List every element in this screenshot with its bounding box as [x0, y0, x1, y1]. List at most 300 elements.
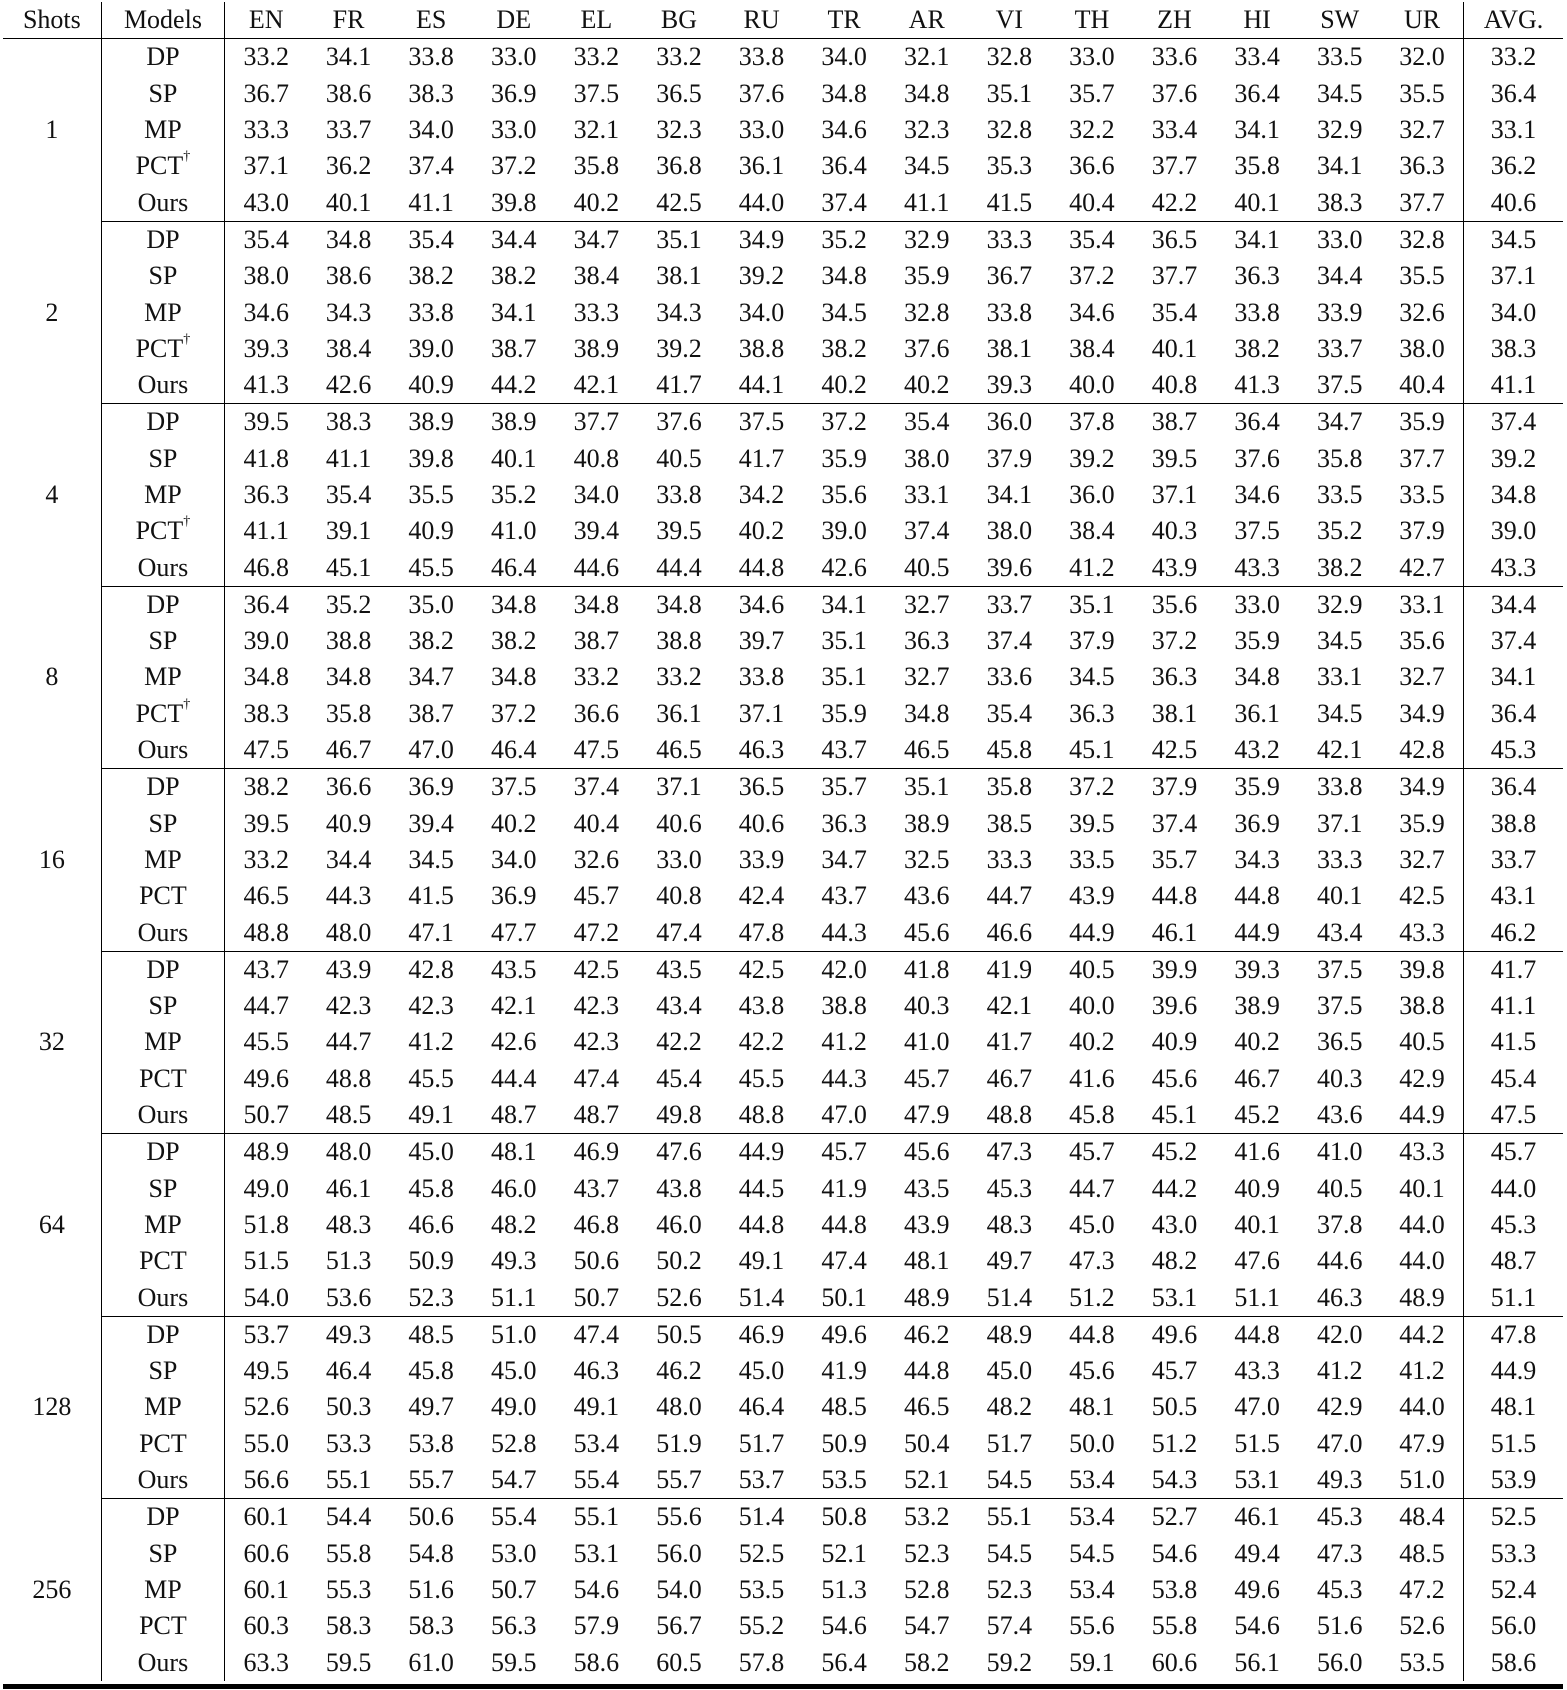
- model-name: MP: [144, 1392, 182, 1422]
- value-cell-vi: 36.7: [986, 261, 1033, 291]
- value-cell-de: 39.8: [472, 184, 555, 221]
- model-name: Ours: [137, 735, 189, 765]
- value-cell-vi: 38.1: [986, 333, 1033, 363]
- value-cell-tr: 44.3: [821, 1063, 867, 1093]
- value-cell-th: 43.9: [1069, 881, 1115, 911]
- dagger-mark: †: [183, 331, 191, 347]
- value-cell-ar: 43.5: [903, 1173, 950, 1203]
- value-cell-hi: 36.9: [1234, 808, 1280, 838]
- value-cell-vi: 33.8: [986, 297, 1033, 327]
- model-name: Ours: [137, 1100, 189, 1130]
- value-cell-es: 41.5: [408, 881, 454, 911]
- value-cell-el: 39.4: [573, 516, 620, 546]
- model-name: Ours: [137, 370, 189, 400]
- value-cell-ar: 46.5: [885, 732, 968, 769]
- table-row: [3, 769, 1563, 806]
- value-cell-tr: 34.8: [821, 261, 867, 291]
- header-shots: Shots: [3, 2, 101, 39]
- model-cell: [101, 1279, 225, 1316]
- value-cell-hi: 38.2: [1234, 333, 1280, 363]
- value-cell-sw: 37.5: [1316, 991, 1363, 1021]
- value-cell-el: 46.8: [573, 1209, 620, 1239]
- avg-cell: 37.4: [1464, 404, 1563, 441]
- results-table-container: [3, 2, 1563, 1689]
- value-cell-es: 34.5: [408, 844, 454, 874]
- value-cell-ru: 40.2: [738, 516, 785, 546]
- value-cell-ur: 43.3: [1381, 914, 1464, 951]
- value-cell-ar: 32.1: [903, 42, 950, 72]
- value-cell-hi: 35.9: [1234, 626, 1280, 656]
- value-cell-hi: 46.7: [1234, 1063, 1280, 1093]
- value-cell-en: 41.8: [243, 443, 289, 473]
- value-cell-bg: 39.2: [656, 333, 702, 363]
- value-cell-th: 44.8: [1069, 1319, 1115, 1349]
- value-cell-ur: 35.5: [1399, 261, 1445, 291]
- model-cell: [101, 1535, 225, 1571]
- value-cell-tr: 54.6: [821, 1611, 867, 1641]
- value-cell-el: 38.9: [573, 333, 620, 363]
- value-cell-ru: 45.0: [738, 1356, 785, 1386]
- value-cell-zh: 40.9: [1151, 1027, 1198, 1057]
- model-cell: [101, 696, 225, 732]
- table-row: [3, 1572, 1563, 1608]
- value-cell-th: 40.0: [1051, 367, 1134, 404]
- value-cell-th: 35.7: [1069, 78, 1115, 108]
- value-cell-bg: 46.2: [656, 1356, 702, 1386]
- value-cell-ar: 41.1: [885, 184, 968, 221]
- model-cell: [101, 1097, 225, 1134]
- value-cell-vi: 54.5: [968, 1462, 1051, 1499]
- model-cell: [101, 806, 225, 842]
- value-cell-vi: 39.3: [968, 367, 1051, 404]
- table-row: [3, 39, 1563, 76]
- value-cell-zh: 37.6: [1151, 78, 1198, 108]
- value-cell-hi: 49.4: [1234, 1538, 1280, 1568]
- value-cell-ru: 44.1: [720, 367, 803, 404]
- value-cell-hi: 35.8: [1234, 151, 1280, 181]
- model-name: MP: [144, 480, 182, 509]
- value-cell-vi: 41.5: [968, 184, 1051, 221]
- value-cell-ar: 38.0: [903, 443, 950, 473]
- value-cell-fr: 59.5: [325, 1647, 372, 1677]
- avg-cell: 48.7: [1464, 1243, 1563, 1279]
- value-cell-th: 34.5: [1069, 662, 1115, 692]
- model-name: DP: [146, 1502, 180, 1532]
- value-cell-th: 45.8: [1051, 1097, 1134, 1134]
- value-cell-ru: 39.7: [738, 626, 785, 656]
- value-cell-hi: 43.3: [1234, 1356, 1280, 1386]
- value-cell-ru: 42.5: [738, 954, 785, 984]
- value-cell-ar: 45.6: [885, 914, 968, 951]
- value-cell-hi: 56.1: [1234, 1647, 1280, 1677]
- value-cell-ru: 49.1: [738, 1246, 785, 1276]
- value-cell-sw: 43.6: [1298, 1097, 1381, 1134]
- value-cell-ur: 35.9: [1399, 808, 1445, 838]
- value-cell-de: 38.9: [491, 407, 537, 437]
- value-cell-zh: 52.7: [1151, 1502, 1198, 1532]
- value-cell-ur: 44.0: [1399, 1209, 1445, 1239]
- value-cell-sw: 41.2: [1316, 1356, 1363, 1386]
- value-cell-ur: 41.2: [1399, 1356, 1445, 1386]
- value-cell-zh: 40.3: [1151, 516, 1198, 546]
- value-cell-vi: 37.4: [986, 626, 1033, 656]
- value-cell-tr: 50.9: [821, 1428, 867, 1458]
- value-cell-th: 41.2: [1051, 549, 1134, 586]
- value-cell-zh: 36.3: [1151, 662, 1198, 692]
- value-cell-sw: 44.6: [1316, 1246, 1363, 1276]
- value-cell-ar: 53.2: [903, 1502, 950, 1532]
- value-cell-zh: 40.8: [1133, 367, 1216, 404]
- value-cell-ru: 34.0: [738, 297, 785, 327]
- value-cell-hi: 35.9: [1234, 772, 1280, 802]
- value-cell-fr: 48.3: [325, 1209, 372, 1239]
- value-cell-ar: 46.5: [903, 1392, 950, 1422]
- value-cell-ur: 37.7: [1399, 443, 1445, 473]
- value-cell-ur: 34.9: [1399, 698, 1445, 728]
- value-cell-ur: 48.4: [1399, 1502, 1445, 1532]
- model-cell: [101, 1134, 225, 1171]
- value-cell-sw: 34.4: [1316, 261, 1363, 291]
- value-cell-de: 44.4: [491, 1063, 537, 1093]
- model-cell: [101, 1353, 225, 1389]
- model-name: MP: [144, 1027, 182, 1057]
- table-row: [3, 294, 1563, 330]
- value-cell-sw: 40.5: [1316, 1173, 1363, 1203]
- value-cell-ur: 35.6: [1399, 626, 1445, 656]
- value-cell-de: 38.7: [491, 333, 537, 363]
- value-cell-el: 58.6: [573, 1647, 620, 1677]
- value-cell-el: 33.3: [573, 297, 620, 327]
- dagger-mark: †: [183, 696, 191, 712]
- value-cell-fr: 42.6: [307, 367, 390, 404]
- value-cell-bg: 50.5: [656, 1319, 702, 1349]
- value-cell-zh: 39.6: [1151, 991, 1198, 1021]
- value-cell-es: 58.3: [408, 1611, 454, 1641]
- value-cell-ar: 43.9: [903, 1209, 950, 1239]
- value-cell-es: 47.0: [390, 732, 473, 769]
- value-cell-vi: 51.4: [968, 1279, 1051, 1316]
- value-cell-el: 34.0: [573, 480, 620, 509]
- value-cell-es: 36.9: [408, 772, 454, 802]
- table-row: [3, 112, 1563, 148]
- value-cell-ru: 48.8: [720, 1097, 803, 1134]
- value-cell-fr: 36.2: [325, 151, 372, 181]
- value-cell-hi: 44.9: [1216, 914, 1299, 951]
- value-cell-th: 40.0: [1069, 991, 1115, 1021]
- value-cell-es: 55.7: [390, 1462, 473, 1499]
- model-name: SP: [148, 78, 178, 108]
- avg-cell: 40.6: [1464, 184, 1563, 221]
- value-cell-es: 49.1: [390, 1097, 473, 1134]
- value-cell-hi: 33.0: [1234, 589, 1280, 619]
- value-cell-ur: 44.9: [1381, 1097, 1464, 1134]
- value-cell-hi: 54.6: [1234, 1611, 1280, 1641]
- avg-cell: 36.4: [1464, 696, 1563, 732]
- value-cell-ar: 52.1: [885, 1462, 968, 1499]
- value-cell-th: 45.6: [1069, 1356, 1115, 1386]
- value-cell-zh: 54.6: [1151, 1538, 1198, 1568]
- value-cell-vi: 35.4: [986, 698, 1033, 728]
- value-cell-vi: 52.3: [986, 1574, 1033, 1604]
- value-cell-ur: 32.7: [1399, 662, 1445, 692]
- value-cell-en: 49.0: [243, 1173, 289, 1203]
- value-cell-fr: 45.1: [307, 549, 390, 586]
- model-name: DP: [146, 42, 180, 72]
- value-cell-ru: 39.2: [738, 261, 785, 291]
- table-row: [3, 258, 1563, 294]
- value-cell-bg: 40.6: [656, 808, 702, 838]
- table-row: [3, 1097, 1563, 1134]
- value-cell-ru: 43.8: [738, 991, 785, 1021]
- value-cell-ru: 44.5: [738, 1173, 785, 1203]
- value-cell-ru: 36.5: [738, 772, 785, 802]
- value-cell-th: 35.4: [1069, 224, 1115, 254]
- value-cell-es: 35.5: [408, 480, 454, 509]
- model-cell: [101, 76, 225, 112]
- value-cell-ru: 33.0: [738, 115, 785, 145]
- value-cell-ru: 40.6: [738, 808, 785, 838]
- value-cell-bg: 33.0: [656, 844, 702, 874]
- value-cell-bg: 38.1: [656, 261, 702, 291]
- model-cell: [101, 878, 225, 914]
- value-cell-ar: 44.8: [903, 1356, 950, 1386]
- value-cell-el: 44.6: [555, 549, 638, 586]
- value-cell-hi: 34.3: [1234, 844, 1280, 874]
- value-cell-fr: 41.1: [325, 443, 372, 473]
- value-cell-bg: 32.3: [656, 115, 702, 145]
- value-cell-de: 38.2: [491, 261, 537, 291]
- avg-cell: 45.4: [1464, 1061, 1563, 1097]
- value-cell-th: 36.0: [1069, 480, 1115, 509]
- value-cell-el: 34.8: [573, 589, 620, 619]
- value-cell-bg: 33.2: [656, 662, 702, 692]
- value-cell-zh: 43.9: [1133, 549, 1216, 586]
- value-cell-th: 45.1: [1051, 732, 1134, 769]
- value-cell-en: 53.7: [243, 1319, 289, 1349]
- value-cell-th: 48.1: [1069, 1392, 1115, 1422]
- value-cell-ar: 45.7: [903, 1063, 950, 1093]
- value-cell-th: 53.4: [1051, 1462, 1134, 1499]
- value-cell-es: 35.0: [408, 589, 454, 619]
- value-cell-en: 36.3: [243, 480, 289, 509]
- value-cell-ur: 42.8: [1381, 732, 1464, 769]
- value-cell-tr: 35.6: [821, 480, 867, 509]
- model-cell: [101, 441, 225, 477]
- value-cell-ur: 35.9: [1399, 407, 1445, 437]
- table-row: [3, 951, 1563, 988]
- value-cell-fr: 38.4: [325, 333, 372, 363]
- value-cell-bg: 45.4: [656, 1063, 702, 1093]
- value-cell-el: 47.5: [555, 732, 638, 769]
- header-lang-el: EL: [555, 2, 638, 39]
- value-cell-el: 47.2: [555, 914, 638, 951]
- value-cell-vi: 42.1: [986, 991, 1033, 1021]
- model-name: MP: [144, 1209, 182, 1239]
- value-cell-en: 36.4: [243, 589, 289, 619]
- model-cell: [101, 1462, 225, 1499]
- table-row: [3, 404, 1563, 441]
- value-cell-ar: 40.2: [885, 367, 968, 404]
- value-cell-de: 53.0: [491, 1538, 537, 1568]
- value-cell-ur: 40.5: [1399, 1027, 1445, 1057]
- value-cell-fr: 46.7: [307, 732, 390, 769]
- value-cell-tr: 43.7: [821, 881, 867, 911]
- value-cell-tr: 42.6: [803, 549, 886, 586]
- value-cell-ru: 38.8: [738, 333, 785, 363]
- value-cell-es: 35.4: [408, 224, 454, 254]
- value-cell-ru: 42.4: [738, 881, 785, 911]
- value-cell-hi: 46.1: [1234, 1502, 1280, 1532]
- model-cell: [101, 184, 225, 221]
- value-cell-ar: 34.8: [903, 698, 950, 728]
- value-cell-th: 33.0: [1069, 42, 1115, 72]
- value-cell-fr: 35.8: [325, 698, 372, 728]
- value-cell-ar: 32.9: [903, 224, 950, 254]
- value-cell-hi: 40.1: [1234, 1209, 1280, 1239]
- avg-cell: 38.3: [1464, 331, 1563, 367]
- value-cell-en: 33.2: [243, 844, 289, 874]
- model-name: MP: [144, 662, 182, 692]
- value-cell-el: 34.7: [573, 224, 620, 254]
- model-name: MP: [144, 115, 182, 145]
- value-cell-th: 50.0: [1069, 1428, 1115, 1458]
- value-cell-sw: 49.3: [1298, 1462, 1381, 1499]
- value-cell-bg: 50.2: [656, 1246, 702, 1276]
- value-cell-hi: 34.8: [1234, 662, 1280, 692]
- value-cell-de: 42.6: [491, 1027, 537, 1057]
- value-cell-th: 40.5: [1069, 954, 1115, 984]
- shots-cell: 4: [3, 404, 101, 586]
- value-cell-ar: 47.9: [885, 1097, 968, 1134]
- value-cell-ur: 42.7: [1381, 549, 1464, 586]
- value-cell-de: 38.2: [491, 626, 537, 656]
- value-cell-bg: 36.8: [656, 151, 702, 181]
- model-name: SP: [148, 1173, 178, 1203]
- value-cell-sw: 34.5: [1316, 626, 1363, 656]
- value-cell-fr: 48.5: [307, 1097, 390, 1134]
- value-cell-vi: 41.7: [986, 1027, 1033, 1057]
- value-cell-vi: 47.3: [986, 1137, 1033, 1167]
- value-cell-el: 37.4: [573, 772, 620, 802]
- value-cell-sw: 33.7: [1316, 333, 1363, 363]
- model-cell: [101, 1389, 225, 1425]
- model-name: SP: [148, 1356, 178, 1386]
- value-cell-ur: 32.8: [1399, 224, 1445, 254]
- value-cell-ur: 51.0: [1381, 1462, 1464, 1499]
- value-cell-de: 59.5: [491, 1647, 537, 1677]
- table-row: [3, 184, 1563, 221]
- value-cell-ar: 50.4: [903, 1428, 950, 1458]
- value-cell-ur: 40.4: [1381, 367, 1464, 404]
- value-cell-fr: 34.3: [325, 297, 372, 327]
- value-cell-hi: 53.1: [1216, 1462, 1299, 1499]
- value-cell-en: 63.3: [243, 1647, 289, 1677]
- value-cell-ur: 38.8: [1399, 991, 1445, 1021]
- value-cell-ar: 40.3: [903, 991, 950, 1021]
- value-cell-en: 50.7: [225, 1097, 308, 1134]
- value-cell-ur: 44.0: [1399, 1392, 1445, 1422]
- value-cell-ar: 32.3: [903, 115, 950, 145]
- avg-cell: 52.5: [1464, 1499, 1563, 1536]
- value-cell-zh: 44.2: [1151, 1173, 1198, 1203]
- value-cell-de: 52.8: [491, 1428, 537, 1458]
- value-cell-de: 36.9: [491, 881, 537, 911]
- value-cell-vi: 44.7: [986, 881, 1033, 911]
- value-cell-es: 39.4: [408, 808, 454, 838]
- avg-cell: 44.0: [1464, 1171, 1563, 1207]
- value-cell-fr: 38.8: [325, 626, 372, 656]
- shot-group-1: [3, 39, 1563, 221]
- value-cell-fr: 40.9: [325, 808, 372, 838]
- value-cell-bg: 36.1: [656, 698, 702, 728]
- value-cell-th: 40.2: [1069, 1027, 1115, 1057]
- value-cell-es: 42.8: [408, 954, 454, 984]
- value-cell-en: 46.8: [225, 549, 308, 586]
- value-cell-th: 44.9: [1051, 914, 1134, 951]
- value-cell-ru: 55.2: [738, 1611, 785, 1641]
- value-cell-hi: 51.5: [1234, 1428, 1280, 1458]
- value-cell-es: 38.9: [408, 407, 454, 437]
- value-cell-ru: 41.7: [738, 443, 785, 473]
- value-cell-hi: 34.1: [1234, 224, 1280, 254]
- value-cell-el: 47.4: [573, 1319, 620, 1349]
- value-cell-sw: 37.1: [1316, 808, 1363, 838]
- bottom-rule: [3, 1684, 1563, 1689]
- value-cell-vi: 48.3: [986, 1209, 1033, 1239]
- value-cell-ur: 42.5: [1399, 881, 1445, 911]
- value-cell-en: 39.0: [243, 626, 289, 656]
- value-cell-ar: 45.6: [903, 1137, 950, 1167]
- table-row: [3, 806, 1563, 842]
- value-cell-zh: 37.7: [1151, 261, 1198, 291]
- value-cell-el: 42.1: [555, 367, 638, 404]
- value-cell-es: 47.1: [390, 914, 473, 951]
- value-cell-zh: 39.9: [1151, 954, 1198, 984]
- value-cell-es: 52.3: [390, 1279, 473, 1316]
- value-cell-hi: 45.2: [1216, 1097, 1299, 1134]
- value-cell-fr: 44.3: [325, 881, 372, 911]
- value-cell-ar: 33.1: [903, 480, 950, 509]
- model-cell: [101, 951, 225, 988]
- value-cell-en: 54.0: [225, 1279, 308, 1316]
- value-cell-hi: 44.8: [1234, 881, 1280, 911]
- value-cell-ru: 46.4: [738, 1392, 785, 1422]
- value-cell-vi: 57.4: [986, 1611, 1033, 1641]
- value-cell-ru: 34.9: [738, 224, 785, 254]
- value-cell-el: 50.6: [573, 1246, 620, 1276]
- value-cell-hi: 36.4: [1234, 407, 1280, 437]
- value-cell-de: 33.0: [491, 115, 537, 145]
- value-cell-ar: 43.6: [903, 881, 950, 911]
- value-cell-tr: 35.9: [821, 698, 867, 728]
- value-cell-ur: 36.3: [1399, 151, 1445, 181]
- value-cell-de: 34.8: [491, 662, 537, 692]
- value-cell-bg: 36.5: [656, 78, 702, 108]
- value-cell-en: 49.5: [243, 1356, 289, 1386]
- value-cell-el: 48.7: [555, 1097, 638, 1134]
- value-cell-vi: 48.8: [968, 1097, 1051, 1134]
- value-cell-bg: 41.7: [638, 367, 721, 404]
- model-name: Ours: [137, 1465, 189, 1495]
- value-cell-vi: 32.8: [986, 42, 1033, 72]
- value-cell-ru: 33.8: [738, 662, 785, 692]
- value-cell-de: 36.9: [491, 78, 537, 108]
- value-cell-sw: 34.1: [1316, 151, 1363, 181]
- value-cell-zh: 39.5: [1151, 443, 1198, 473]
- value-cell-hi: 39.3: [1234, 954, 1280, 984]
- table-row: [3, 586, 1563, 623]
- value-cell-fr: 43.9: [325, 954, 372, 984]
